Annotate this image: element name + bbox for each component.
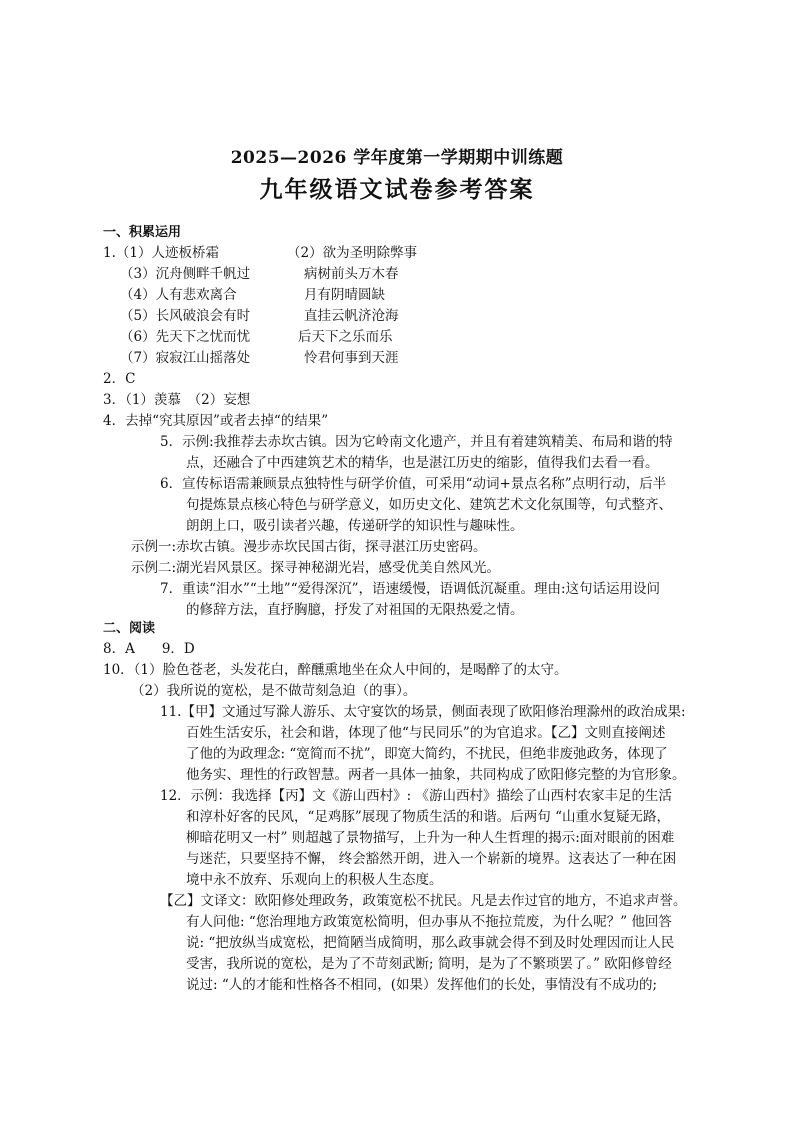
q10-answer-1: 10．（1）脸色苍老，头发花白，醉醺熏地坐在众人中间的，是喝醉了的太守。 bbox=[103, 662, 568, 678]
q6-example-2: 示例二:湖光岩风景区。探寻神秘湖光岩，感受优美自然风光。 bbox=[131, 560, 501, 576]
q6-answer-line2: 句提炼景点核心特色与研学意义，如历史文化、建筑艺术文化氛围等，句式整齐、 bbox=[186, 497, 672, 513]
q7-answer-line2: 的修辞方法，直抒胸臆，抒发了对祖国的无限热爱之情。 bbox=[186, 602, 524, 618]
q2-answer: 2．C bbox=[103, 371, 136, 387]
q5-answer-line1: 5．示例:我推荐去赤坎古镇。因为它岭南文化遗产，并且有着建筑精美、布局和谐的特 bbox=[160, 434, 673, 450]
q1-answer-3b: 病树前头万木春 bbox=[304, 266, 399, 282]
q1-answer-5a: （5）长风破浪会有时 bbox=[120, 308, 251, 324]
q5-answer-line2: 点，还融合了中西建筑艺术的精华，也是湛江历史的缩影，值得我们去看一看。 bbox=[186, 455, 659, 471]
q1-answer-7b: 怜君何事到天涯 bbox=[304, 350, 399, 366]
q11-answer-line3: 了他的为政理念: “宽简而不扰”，即宽大简约，不扰民，但绝非废弛政务，体现了 bbox=[186, 746, 668, 762]
q12-answer-line4: 与迷茫，只要坚持不懈， 终会豁然开朗，进入一个崭新的境界。这表达了一种在困 bbox=[186, 851, 677, 867]
section-heading-reading: 二、阅读 bbox=[103, 621, 156, 636]
q1-answer-6a: （6）先天下之忧而忧 bbox=[120, 329, 251, 345]
translation-line3: 说: “把放纵当成宽松，把简陋当成简明，那么政事就会得不到及时处理因而让人民 bbox=[186, 935, 675, 951]
q8-9-answer: 8．A 9．D bbox=[103, 641, 195, 657]
q12-answer-line2: 和淳朴好客的民风，“足鸡豚”展现了物质生活的和谐。后两句 “山重水复疑无路， bbox=[186, 809, 670, 825]
q1-answer-2: （2）欲为圣明除弊事 bbox=[287, 245, 418, 261]
translation-line4: 受害，我所说的宽松，是为了不苛刻武断; 简明，是为了不繁琐罢了。” 欧阳修曾经 bbox=[186, 956, 672, 972]
q1-answer-5b: 直挂云帆济沧海 bbox=[304, 308, 399, 324]
q1-answer-7a: （7）寂寂江山摇落处 bbox=[120, 350, 251, 366]
q11-answer-line1: 11.【甲】文通过写滁人游乐、太守宴饮的场景，侧面表现了欧阳修治理滁州的政治成果: bbox=[160, 704, 686, 720]
q12-answer-line3: 柳暗花明又一村” 则超越了景物描写，上升为一种人生哲理的揭示:面对眼前的困难 bbox=[186, 830, 675, 846]
answer-key-title: 九年级语文试卷参考答案 bbox=[259, 176, 535, 203]
translation-line5: 说过: “人的才能和性格各不相同，(如果）发挥他们的长处，事情没有不成功的; bbox=[186, 977, 658, 993]
q1-answer-4b: 月有阴晴圆缺 bbox=[304, 287, 385, 303]
q12-answer-line5: 境中永不放弃、乐观向上的积极人生态度。 bbox=[186, 872, 443, 888]
q6-example-1: 示例一:赤坎古镇。漫步赤坎民国古街，探寻湛江历史密码。 bbox=[131, 539, 487, 555]
q1-answer-6b: 后天下之乐而乐 bbox=[298, 329, 393, 345]
section-heading-accumulation: 一、积累运用 bbox=[103, 225, 182, 240]
q4-answer: 4．去掉“究其原因”或者去掉“的结果” bbox=[103, 413, 329, 429]
q6-answer-line1: 6．宣传标语需兼顾景点独特性与研学价值，可采用“动词+景点名称”点明行动，后半 bbox=[160, 476, 667, 492]
q11-answer-line4: 他务实、理性的行政智慧。两者一具体一抽象，共同构成了欧阳修完整的为官形象。 bbox=[186, 767, 686, 783]
translation-line1: 【乙】文译文：欧阳修处理政务，政策宽松不扰民。凡是去作过官的地方，不追求声誉。 bbox=[160, 893, 687, 909]
q11-answer-line2: 百姓生活安乐，社会和谐，体现了他“与民同乐”的为官追求。【乙】文则直接阐述 bbox=[186, 725, 666, 741]
q1-answer-1: 1.（1）人迹板桥霜 bbox=[103, 245, 219, 261]
q12-answer-line1: 12．示例：我选择【丙】文《游山西村》: 《游山西村》描绘了山西村农家丰足的生活 bbox=[160, 788, 673, 804]
q1-answer-3a: （3）沉舟侧畔千帆过 bbox=[120, 266, 251, 282]
q10-answer-2: （2）我所说的宽松，是不做苛刻急迫（的事）。 bbox=[131, 683, 417, 699]
q7-answer-line1: 7．重读“泪水”“土地”“爱得深沉”，语速缓慢，语调低沉凝重。理由:这句话运用设问 bbox=[160, 581, 661, 597]
q1-answer-4a: （4）人有悲欢离合 bbox=[120, 287, 237, 303]
q6-answer-line3: 朗朗上口，吸引读者兴趣，传递研学的知识性与趣味性。 bbox=[186, 518, 524, 534]
translation-line2: 有人问他: “您治理地方政策宽松简明，但办事从不拖拉荒废，为什么呢？” 他回答 bbox=[186, 914, 672, 930]
exam-title: 2025—2026 学年度第一学期期中训练题 bbox=[230, 148, 564, 168]
q3-answer: 3．（1）羡慕 （2）妄想 bbox=[103, 392, 251, 408]
